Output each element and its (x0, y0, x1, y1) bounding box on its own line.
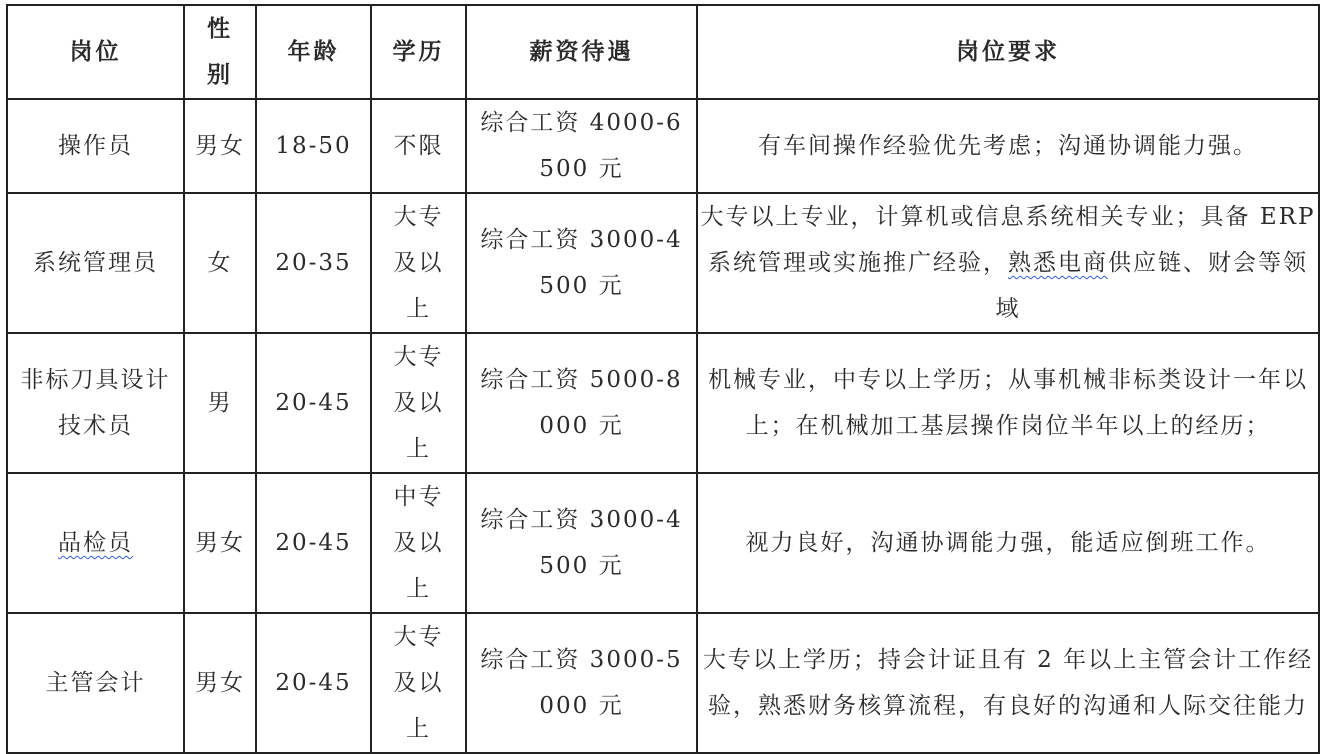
cell-position: 主管会计 (7, 613, 184, 753)
cell-age: 20-45 (256, 473, 371, 613)
cell-education-text: 中专及以上 (393, 484, 444, 602)
cell-gender (184, 333, 256, 473)
cell-position (7, 333, 184, 473)
cell-age: 18-50 (256, 99, 371, 193)
header-gender (184, 5, 256, 99)
header-position: 岗位 (7, 5, 184, 99)
header-salary: 薪资待遇 (466, 5, 697, 99)
cell-education-text: 大专及以上 (393, 624, 444, 742)
cell-education (371, 193, 466, 333)
spellcheck-marked-text: 熟悉电商 (1008, 250, 1108, 276)
cell-gender-text: 男女 (195, 530, 245, 556)
cell-gender-text: 男 (207, 390, 233, 416)
cell-salary (466, 613, 697, 753)
header-age: 年龄 (256, 5, 371, 99)
cell-salary-text: 综合工资 5000-8000 元 (480, 367, 683, 439)
cell-education-text: 大专及以上 (393, 204, 444, 322)
cell-salary-text: 综合工资 3000-4500 元 (480, 227, 683, 299)
cell-position-text: 非标刀具设计技术员 (20, 367, 171, 439)
cell-requirements: 机械专业，中专以上学历；从事机械非标类设计一年以上；在机械加工基层操作岗位半年以上的经历； (697, 333, 1319, 473)
table-row (7, 99, 1319, 193)
cell-education (371, 333, 466, 473)
cell-position: 系统管理员 (7, 193, 184, 333)
header-gender-text: 性别 (207, 15, 233, 88)
cell-position: 操作员 (7, 99, 184, 193)
cell-requirements (697, 193, 1319, 333)
header-requirements: 岗位要求 (697, 5, 1319, 99)
cell-gender-text: 男女 (195, 133, 245, 159)
cell-gender-text: 女 (207, 250, 233, 276)
requirements-text-end: 供应链、财会等领域 (995, 250, 1308, 322)
cell-gender (184, 613, 256, 753)
table-header-row (7, 5, 1319, 99)
cell-salary-text: 综合工资 3000-5000 元 (480, 647, 683, 719)
job-listing-table (6, 4, 1320, 754)
cell-education-text: 不限 (393, 133, 444, 159)
cell-education (371, 613, 466, 753)
cell-age: 20-45 (256, 613, 371, 753)
cell-salary-text: 综合工资 3000-4500 元 (480, 507, 683, 579)
cell-position-text: 品检员 (58, 530, 133, 556)
cell-gender (184, 193, 256, 333)
table-row (7, 613, 1319, 753)
cell-salary (466, 473, 697, 613)
requirements-text-start: 大专以上专业，计算机或信息系统相关专业；具备 ERP 系统管理或实施推广经验， (700, 204, 1316, 276)
cell-requirements: 大专以上学历；持会计证且有 2 年以上主管会计工作经验，熟悉财务核算流程，有良好的沟通和人际交往能力 (697, 613, 1319, 753)
header-education: 学历 (371, 5, 466, 99)
cell-age: 20-35 (256, 193, 371, 333)
cell-salary-text: 综合工资 4000-6500 元 (480, 110, 683, 182)
cell-education-text: 大专及以上 (393, 344, 444, 462)
cell-position (7, 473, 184, 613)
table-row (7, 473, 1319, 613)
cell-salary (466, 333, 697, 473)
cell-education (371, 99, 466, 193)
cell-gender (184, 473, 256, 613)
table-row (7, 193, 1319, 333)
job-table-container (6, 4, 1320, 754)
cell-gender (184, 99, 256, 193)
cell-gender-text: 男女 (195, 670, 245, 696)
table-row (7, 333, 1319, 473)
cell-requirements: 视力良好，沟通协调能力强，能适应倒班工作。 (697, 473, 1319, 613)
cell-education (371, 473, 466, 613)
cell-age: 20-45 (256, 333, 371, 473)
cell-requirements: 有车间操作经验优先考虑；沟通协调能力强。 (697, 99, 1319, 193)
cell-salary (466, 193, 697, 333)
cell-salary (466, 99, 697, 193)
